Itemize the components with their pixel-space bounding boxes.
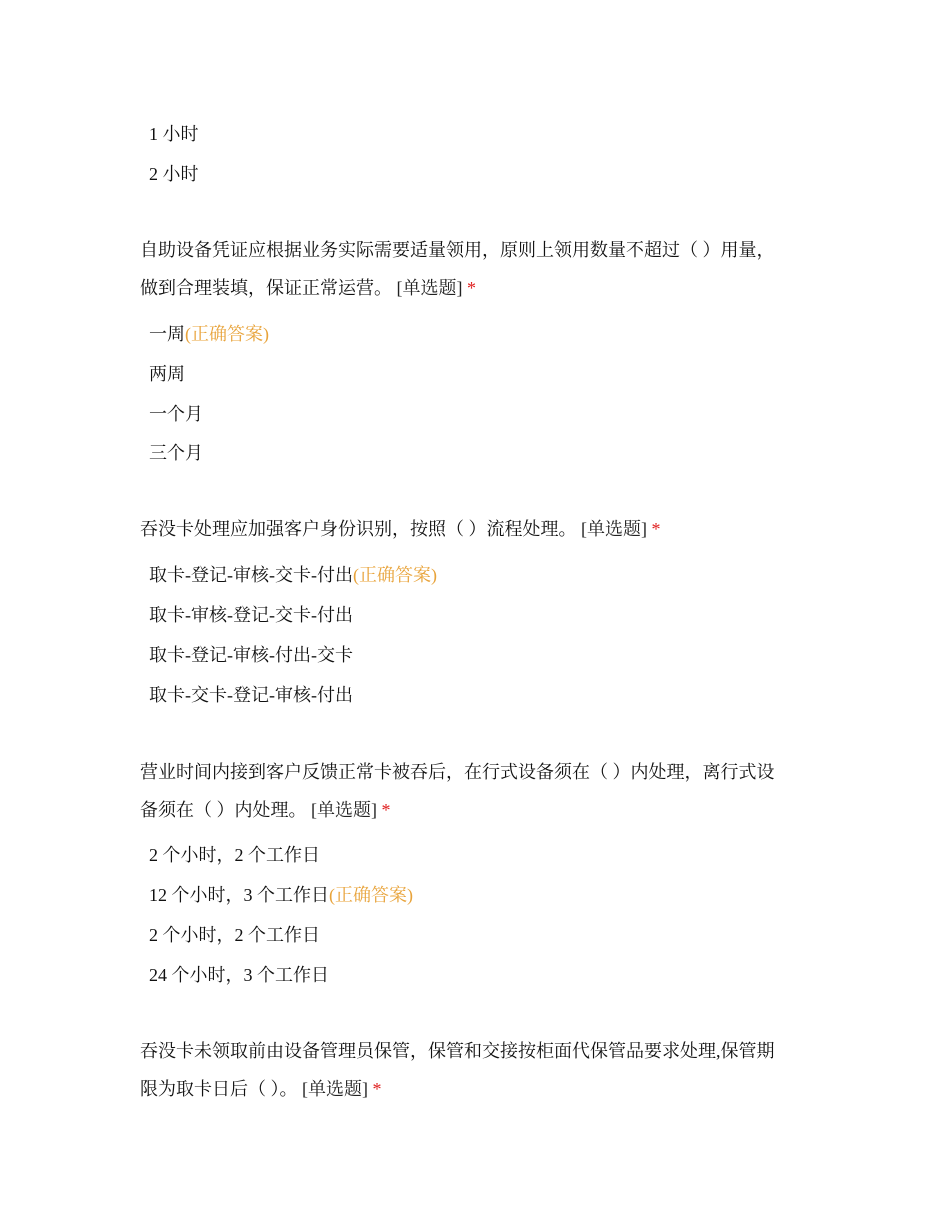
option-deadline-b: 12 个小时，3 个工作日(正确答案) — [149, 885, 413, 905]
question-text-line: 备须在（ ）内处理。 [单选题] * — [140, 800, 391, 820]
question-text-line: 吞没卡处理应加强客户身份识别，按照（ ）流程处理。 [单选题] * — [140, 519, 661, 539]
option-process-c: 取卡-登记-审核-付出-交卡 — [149, 645, 353, 665]
correct-answer-label: (正确答案) — [329, 885, 413, 905]
option-three-months: 三个月 — [149, 443, 203, 463]
option-process-b: 取卡-审核-登记-交卡-付出 — [149, 605, 353, 625]
question-card-custody-period — [140, 1032, 805, 1108]
question-type-tag: [单选题] — [302, 1079, 368, 1099]
question-type-tag: [单选题] — [396, 278, 463, 298]
question-text-line: 限为取卡日后（ ）。 [单选题] * — [140, 1079, 382, 1099]
option-2-hours: 2 小时 — [149, 164, 199, 184]
required-marker: * — [381, 800, 391, 820]
option-one-week: 一周(正确答案) — [149, 324, 269, 344]
correct-answer-label: (正确答案) — [352, 565, 437, 585]
question-text-line: 营业时间内接到客户反馈正常卡被吞后，在行式设备须在（ ）内处理，离行式设 — [140, 762, 775, 782]
question-type-tag: [单选题] — [581, 519, 647, 539]
question-text-line: 自助设备凭证应根据业务实际需要适量领用，原则上领用数量不超过（ ）用量， — [140, 240, 775, 260]
correct-answer-label: (正确答案) — [185, 324, 269, 344]
question-swallowed-card-process — [140, 510, 805, 548]
question-swallowed-card-deadline — [140, 753, 805, 829]
question-type-tag: [单选题] — [311, 800, 377, 820]
option-deadline-c: 2 个小时，2 个工作日 — [149, 925, 320, 945]
required-marker: * — [467, 278, 476, 298]
required-marker: * — [651, 519, 661, 539]
option-1-hour: 1 小时 — [149, 124, 199, 144]
question-text-line: 做到合理装填，保证正常运营。 [单选题] * — [140, 278, 476, 298]
required-marker: * — [372, 1079, 382, 1099]
option-two-weeks: 两周 — [149, 364, 185, 384]
option-one-month: 一个月 — [149, 404, 203, 424]
question-text-line: 吞没卡未领取前由设备管理员保管，保管和交接按柜面代保管品要求处理,保管期 — [140, 1041, 775, 1061]
option-process-a: 取卡-登记-审核-交卡-付出(正确答案) — [149, 565, 437, 585]
option-deadline-d: 24 个小时，3 个工作日 — [149, 965, 329, 985]
option-process-d: 取卡-交卡-登记-审核-付出 — [149, 685, 353, 705]
question-voucher-quantity — [140, 231, 805, 307]
option-deadline-a: 2 个小时，2 个工作日 — [149, 845, 320, 865]
